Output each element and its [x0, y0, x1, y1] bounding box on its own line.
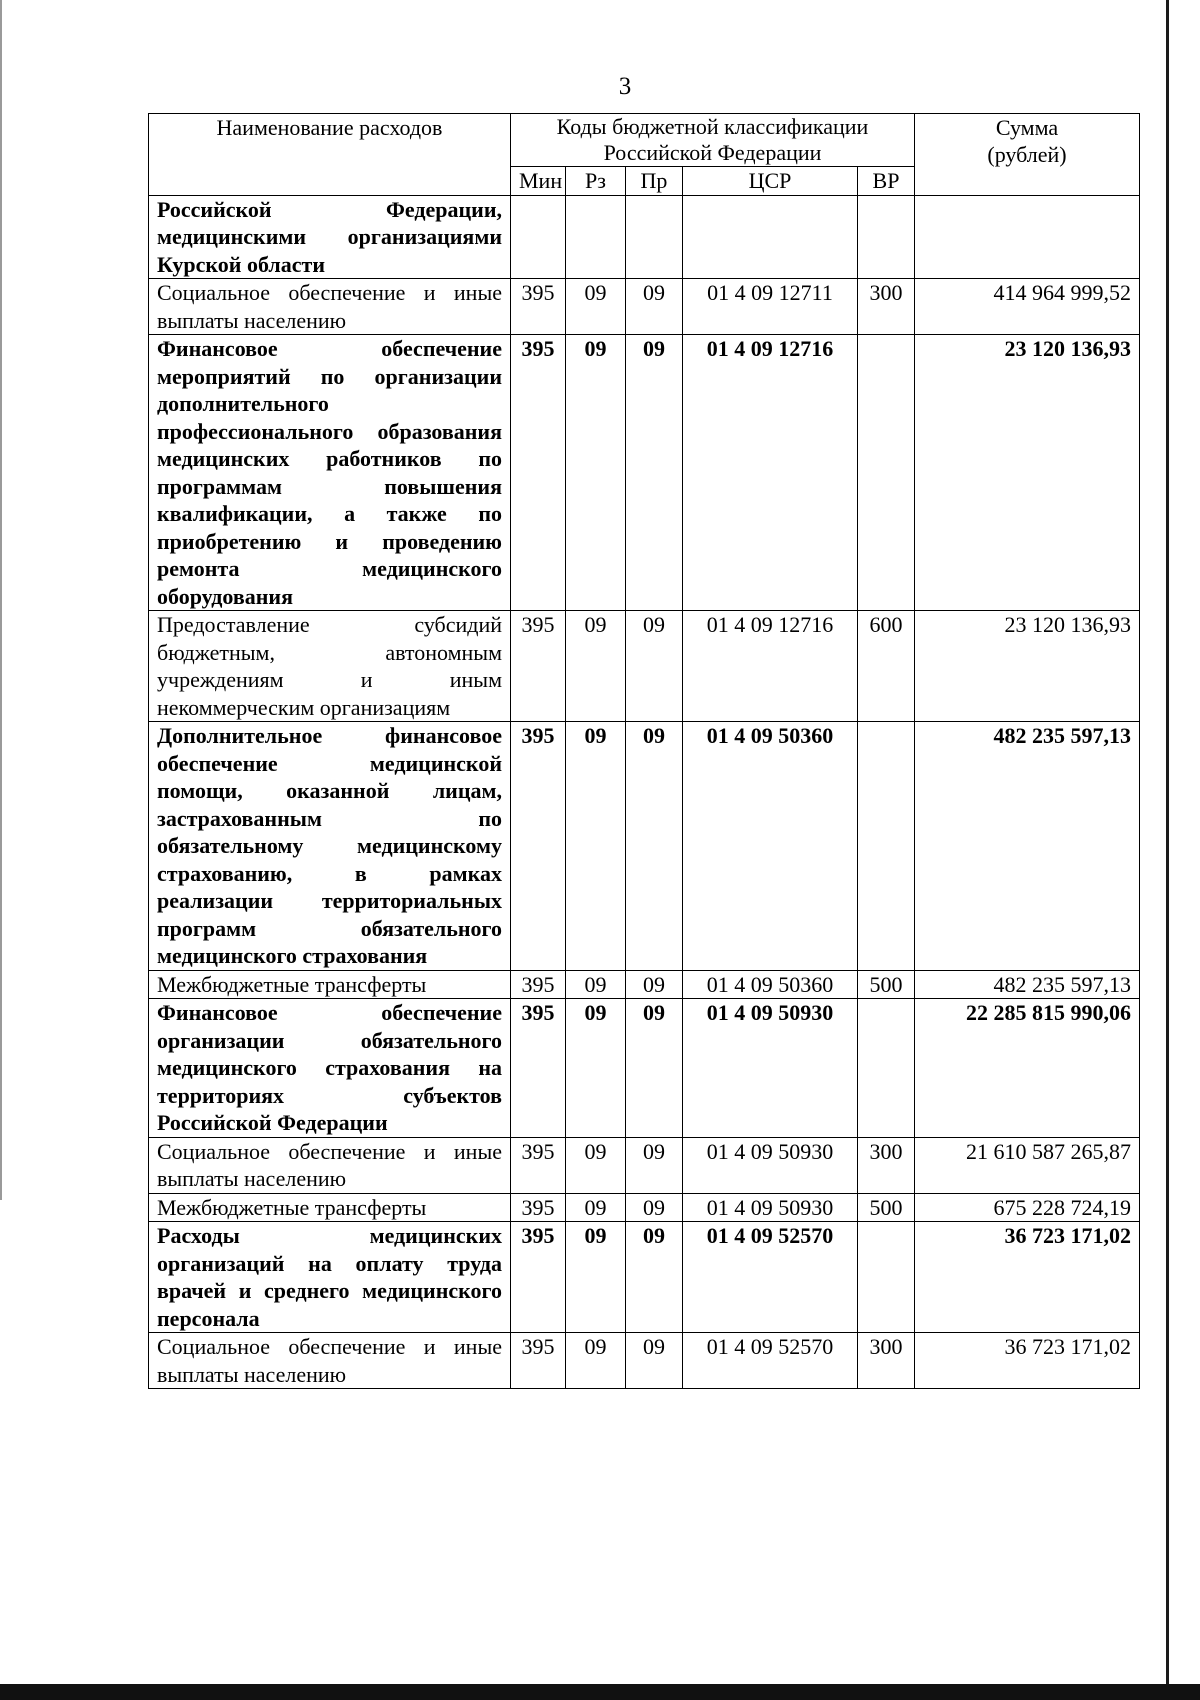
table-row — [149, 335, 1140, 611]
table-row — [149, 1222, 1140, 1333]
table-header — [149, 114, 1140, 196]
cell-amount: 482 235 597,13 — [915, 970, 1140, 999]
cell-min: 395 — [511, 722, 566, 971]
cell-vr — [858, 722, 915, 971]
cell-csr: 01 4 09 12716 — [683, 611, 858, 722]
cell-pr: 09 — [626, 999, 683, 1138]
cell-pr: 09 — [626, 335, 683, 611]
cell-csr — [683, 195, 858, 279]
table-row — [149, 1193, 1140, 1222]
cell-rz: 09 — [566, 1137, 626, 1193]
table-row — [149, 999, 1140, 1138]
header-csr: ЦСР — [683, 167, 858, 196]
cell-csr: 01 4 09 50360 — [683, 970, 858, 999]
table-row — [149, 611, 1140, 722]
cell-pr: 09 — [626, 1333, 683, 1389]
cell-csr: 01 4 09 12711 — [683, 279, 858, 335]
cell-min: 395 — [511, 279, 566, 335]
cell-vr: 500 — [858, 970, 915, 999]
cell-amount: 22 285 815 990,06 — [915, 999, 1140, 1138]
cell-amount: 21 610 587 265,87 — [915, 1137, 1140, 1193]
table-row — [149, 279, 1140, 335]
cell-rz — [566, 195, 626, 279]
cell-vr: 500 — [858, 1193, 915, 1222]
header-vr: ВР — [858, 167, 915, 196]
cell-vr — [858, 195, 915, 279]
header-name-column: Наименование расходов — [149, 114, 511, 196]
cell-pr — [626, 195, 683, 279]
header-sum-column — [915, 114, 1140, 196]
cell-vr: 300 — [858, 1333, 915, 1389]
cell-min: 395 — [511, 1193, 566, 1222]
cell-csr: 01 4 09 50930 — [683, 1193, 858, 1222]
cell-vr — [858, 1222, 915, 1333]
cell-pr: 09 — [626, 1137, 683, 1193]
scan-edge-bottom — [0, 1684, 1200, 1700]
cell-name: Финансовое обеспечение организации обязательного медицинского страхования на территориях субъектов Российской Федерации — [149, 999, 511, 1138]
cell-rz: 09 — [566, 335, 626, 611]
cell-csr: 01 4 09 52570 — [683, 1222, 858, 1333]
cell-min: 395 — [511, 970, 566, 999]
header-codes-line2: Российской Федерации — [603, 140, 822, 165]
cell-rz: 09 — [566, 611, 626, 722]
page-number: 3 — [618, 73, 632, 100]
cell-amount — [915, 195, 1140, 279]
cell-name: Межбюджетные трансферты — [149, 1193, 511, 1222]
cell-min: 395 — [511, 611, 566, 722]
cell-vr — [858, 335, 915, 611]
cell-min: 395 — [511, 1137, 566, 1193]
cell-pr: 09 — [626, 722, 683, 971]
cell-amount: 675 228 724,19 — [915, 1193, 1140, 1222]
cell-csr: 01 4 09 50930 — [683, 1137, 858, 1193]
cell-min: 395 — [511, 335, 566, 611]
cell-vr — [858, 999, 915, 1138]
cell-vr: 600 — [858, 611, 915, 722]
header-min: Мин — [511, 167, 566, 196]
cell-vr: 300 — [858, 279, 915, 335]
cell-csr: 01 4 09 50930 — [683, 999, 858, 1138]
cell-min: 395 — [511, 999, 566, 1138]
cell-name: Расходы медицинских организаций на оплату труда врачей и среднего медицинского персонала — [149, 1222, 511, 1333]
cell-pr: 09 — [626, 279, 683, 335]
header-sum-line2: (рублей) — [987, 142, 1067, 167]
cell-name: Социальное обеспечение и иные выплаты населению — [149, 1137, 511, 1193]
cell-name: Социальное обеспечение и иные выплаты населению — [149, 1333, 511, 1389]
cell-amount: 414 964 999,52 — [915, 279, 1140, 335]
cell-min — [511, 195, 566, 279]
cell-name: Социальное обеспечение и иные выплаты населению — [149, 279, 511, 335]
cell-amount: 36 723 171,02 — [915, 1333, 1140, 1389]
cell-rz: 09 — [566, 279, 626, 335]
header-codes-column — [511, 114, 915, 167]
header-pr: Пр — [626, 167, 683, 196]
budget-table — [148, 113, 1140, 1389]
header-sum-line1: Сумма — [995, 115, 1059, 140]
header-rz: Рз — [566, 167, 626, 196]
cell-rz: 09 — [566, 1333, 626, 1389]
table-row — [149, 1333, 1140, 1389]
cell-amount: 23 120 136,93 — [915, 335, 1140, 611]
cell-amount: 36 723 171,02 — [915, 1222, 1140, 1333]
cell-pr: 09 — [626, 1222, 683, 1333]
scan-edge-left — [0, 0, 2, 1200]
cell-rz: 09 — [566, 1222, 626, 1333]
table-row — [149, 1137, 1140, 1193]
cell-amount: 482 235 597,13 — [915, 722, 1140, 971]
cell-rz: 09 — [566, 1193, 626, 1222]
scan-edge-right — [1166, 0, 1169, 1700]
cell-name: Межбюджетные трансферты — [149, 970, 511, 999]
cell-amount: 23 120 136,93 — [915, 611, 1140, 722]
cell-name: Финансовое обеспечение мероприятий по организации дополнительного профессионального образования медицинских работников по программам повышения квалификации, а также по приобретению и проведению ремонта медицинского оборудования — [149, 335, 511, 611]
header-codes-line1: Коды бюджетной классификации — [556, 114, 869, 139]
cell-name: Дополнительное финансовое обеспечение медицинской помощи, оказанной лицам, застрахованным по обязательному медицинскому страхованию, в рамках реализации территориальных программ обязательного медицинского страхования — [149, 722, 511, 971]
cell-rz: 09 — [566, 999, 626, 1138]
cell-pr: 09 — [626, 611, 683, 722]
cell-name: Предоставление субсидий бюджетным, автономным учреждениям и иным некоммерческим организациям — [149, 611, 511, 722]
cell-csr: 01 4 09 50360 — [683, 722, 858, 971]
cell-name: Российской Федерации, медицинскими организациями Курской области — [149, 195, 511, 279]
table-body — [149, 195, 1140, 1389]
cell-min: 395 — [511, 1222, 566, 1333]
cell-vr: 300 — [858, 1137, 915, 1193]
cell-csr: 01 4 09 52570 — [683, 1333, 858, 1389]
table-row — [149, 970, 1140, 999]
cell-rz: 09 — [566, 722, 626, 971]
cell-pr: 09 — [626, 1193, 683, 1222]
cell-rz: 09 — [566, 970, 626, 999]
cell-min: 395 — [511, 1333, 566, 1389]
table-row — [149, 722, 1140, 971]
table-row — [149, 195, 1140, 279]
cell-pr: 09 — [626, 970, 683, 999]
cell-csr: 01 4 09 12716 — [683, 335, 858, 611]
